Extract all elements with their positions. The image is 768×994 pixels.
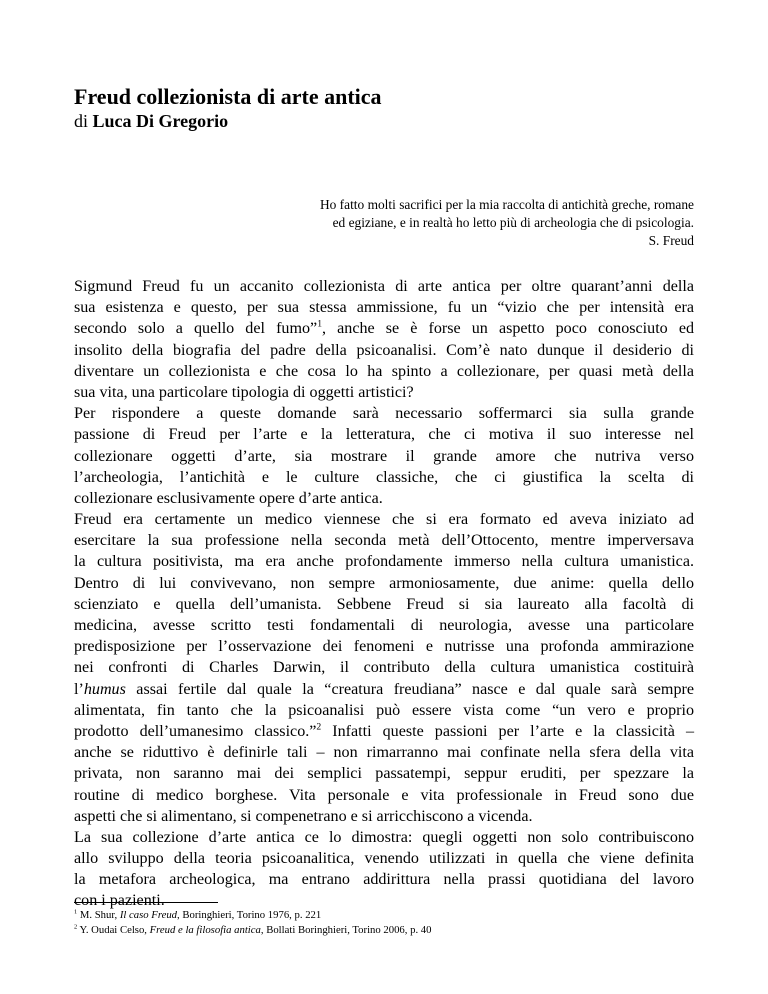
footnote-2 (74, 923, 694, 938)
byline-prefix: di (74, 111, 89, 131)
body-line: nei confronti di Charles Darwin, il contributo della cultura umanistica costituirà (74, 659, 694, 677)
epigraph (240, 196, 694, 250)
body-line: diventare un collezionista e che cosa lo ha spinto a collezionare, per quasi metà della (74, 362, 694, 380)
footnote-ref-2[interactable]: 2 (316, 721, 322, 733)
epigraph-line: ed egiziane, e in realtà ho letto più di archeologia che di psicologia. (332, 215, 694, 230)
footnote-number: 2 (74, 923, 78, 931)
footnote-book-title: Freud e la filosofia antica (149, 923, 261, 936)
footnote-text: M. Shur, (77, 909, 120, 921)
body-line: Per rispondere a queste domande sarà necessario soffermarci sia sulla grande (74, 405, 694, 423)
italic-term: humus (83, 680, 126, 698)
footnote-text: Y. Oudai Celso, (77, 923, 150, 936)
body-line: esercitare la sua professione nella seconda metà dell’Ottocento, mentre imperversava (74, 532, 694, 550)
body-line: alimentata, fin tanto che la psicoanalisi può essere vista come “un vero e proprio (74, 701, 694, 719)
footnotes (74, 908, 694, 938)
body-line-segment: l’ (74, 680, 84, 698)
body-line-segment: Infatti queste passioni per l’arte e la classicità – (321, 722, 694, 740)
body-line: medicina, avesse scritto testi fondamentali di neurologia, avesse una particolare (74, 617, 694, 634)
footnote-book-title: Il caso Freud (119, 909, 178, 921)
body-line: sua esistenza e questo, per sua stessa ammissione, fu un “vizio che per intensità era (74, 299, 694, 317)
body-line: La sua collezione d’arte antica ce lo dimostra: quegli oggetti non solo contribuiscono (74, 828, 694, 846)
footnote-text: , Boringhieri, Torino 1976, p. 221 (177, 909, 322, 921)
body-line (74, 679, 694, 700)
body-line: passione di Freud per l’arte e la letteratura, che ci motiva il suo interesse nel (74, 426, 694, 444)
epigraph-attribution: S. Freud (648, 233, 694, 248)
body-line: aspetti che si alimentano, si compenetrano e si arricchiscono a vicenda. (74, 807, 533, 825)
body-line: anche se riduttivo è definirle tali – non rimarranno mai confinate nella sfera della vita (74, 744, 694, 762)
body-line-segment: assai fertile dal quale la “creatura freudiana” nasce e dal quale sarà sempre (125, 680, 694, 698)
body-line: scienziato e quella dell’umanista. Sebbene Freud si sia laureato alla facoltà di (74, 595, 694, 613)
body-line: allo sviluppo della teoria psicoanalitica, venendo utilizzati in quella che viene definita (74, 850, 694, 868)
body-line: predisposizione per l’osservazione dei fenomeni e nutrisse una profonda ammirazione (74, 638, 694, 656)
body-text (74, 276, 694, 912)
footnote-ref-1[interactable]: 1 (317, 319, 323, 331)
body-line: privata, non saranno mai dei semplici passatempi, seppur eruditi, per spezzare la (74, 765, 694, 783)
body-line: la cultura positivista, ma era anche profondamente immerso nella cultura umanistica. (74, 553, 694, 571)
body-line: Sigmund Freud fu un accanito collezionista di arte antica per oltre quarant’anni della (74, 278, 694, 295)
body-line-segment: , anche se è forse un aspetto poco conosciuto ed (322, 320, 695, 338)
body-line: l’archeologia, l’antichità e le culture classiche, che ci giustifica la scelta di (74, 468, 694, 486)
byline (74, 110, 228, 132)
footnote-1 (74, 908, 694, 923)
document-title: Freud collezionista di arte antica (74, 84, 382, 109)
body-line-segment: prodotto dell’umanesimo classico.” (74, 722, 317, 740)
body-line: Dentro di lui convivevano, non sempre armoniosamente, due anime: quella dello (74, 574, 694, 592)
footnote-text: , Bollati Boringhieri, Torino 2006, p. 40 (260, 923, 432, 936)
body-line: collezionare oggetti d’arte, sia mostrare il grande amore che nutriva verso (74, 447, 694, 465)
body-line (74, 318, 694, 339)
footnote-number: 1 (74, 908, 78, 916)
body-line: insolito della biografia del padre della psicoanalisi. Com’è nato dunque il desiderio di (74, 341, 694, 359)
epigraph-line: Ho fatto molti sacrifici per la mia raccolta di antichità greche, romane (319, 197, 694, 212)
body-line: Freud era certamente un medico viennese che si era formato ed aveva iniziato ad (74, 511, 694, 529)
body-line-segment: secondo solo a quello del fumo” (74, 320, 318, 338)
author-name: Luca Di Gregorio (92, 111, 229, 131)
body-line: routine di medico borghese. Vita personale e vita professionale in Freud sono due (74, 786, 694, 804)
body-line: sua vita, una particolare tipologia di oggetti artistici? (74, 383, 414, 401)
body-line: collezionare esclusivamente opere d’arte antica. (74, 489, 383, 507)
body-line: con i pazienti. (74, 892, 165, 910)
body-line: la metafora archeologica, ma entrano addirittura nella prassi quotidiana del lavoro (74, 871, 694, 889)
footnote-separator (74, 902, 218, 903)
body-line (74, 721, 694, 742)
